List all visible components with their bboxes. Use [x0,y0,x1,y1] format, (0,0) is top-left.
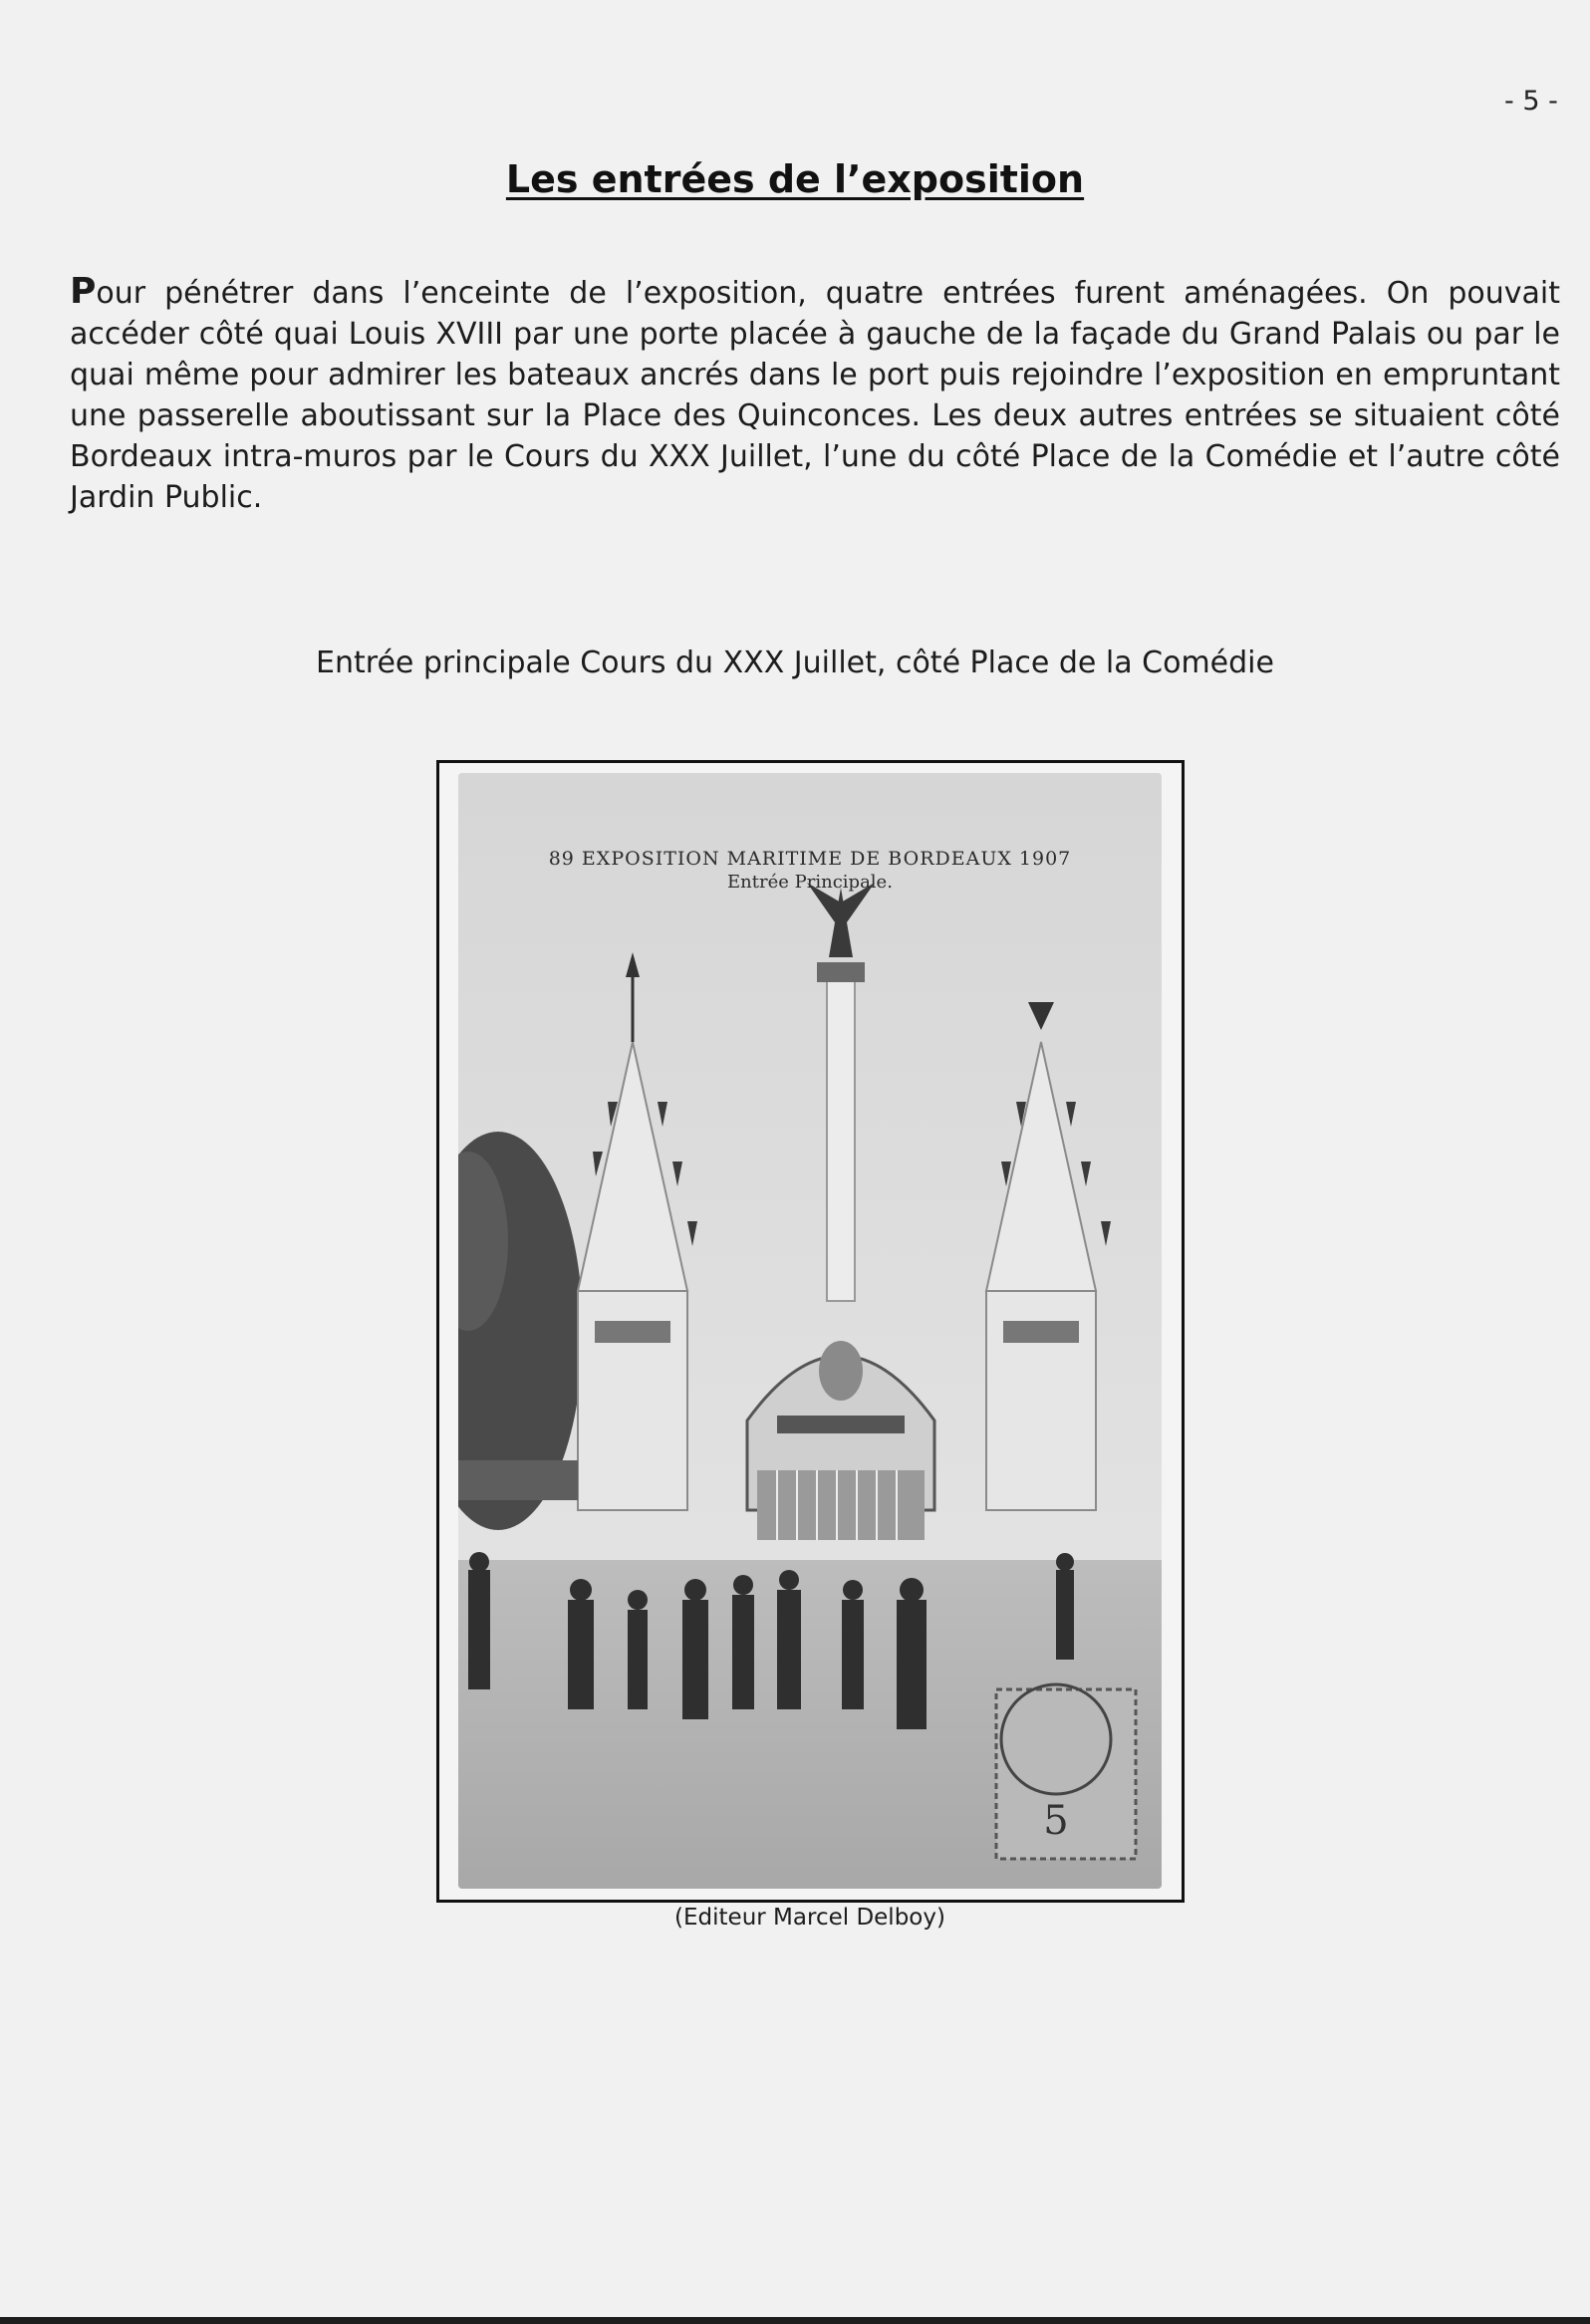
postcard-illustration [458,773,1162,1889]
svg-text:5: 5 [1043,1798,1069,1844]
postcard-subtitle: Entrée Principale. [727,872,893,893]
figure-credit: (Editeur Marcel Delboy) [674,1905,945,1931]
postcard-title: 89 EXPOSITION MARITIME DE BORDEAUX 1907 [548,848,1072,870]
page-number: - 5 - [1504,86,1558,117]
page-title: Les entrées de l’exposition [505,157,1085,201]
postcard-frame [436,760,1185,1903]
intro-paragraph [70,271,1560,518]
intro-text: our pénétrer dans l’enceinte de l’exposition, quatre entrées furent aménagées. On pouvait accéder côté quai Louis XVIII par une porte placée à gauche de la façade du Grand Palais ou par le quai même pour admirer les bateaux ancrés dans le port puis rejoindre l’exposition en empruntant une passerelle aboutissant sur la Place des Quinconces. Les deux autres entrées se situaient côté Bordeaux intra-muros par le Cours du XXX Juillet, l’une du côté Place de la Comédie et l’autre côté Jardin Public. [70,276,1560,515]
bottom-border [0,2317,1590,2324]
central-column [827,972,855,1301]
postcard-photo [458,773,1162,1889]
intro-dropcap: P [70,271,97,312]
figure-caption: Entrée principale Cours du XXX Juillet, côté Place de la Comédie [316,646,1274,680]
